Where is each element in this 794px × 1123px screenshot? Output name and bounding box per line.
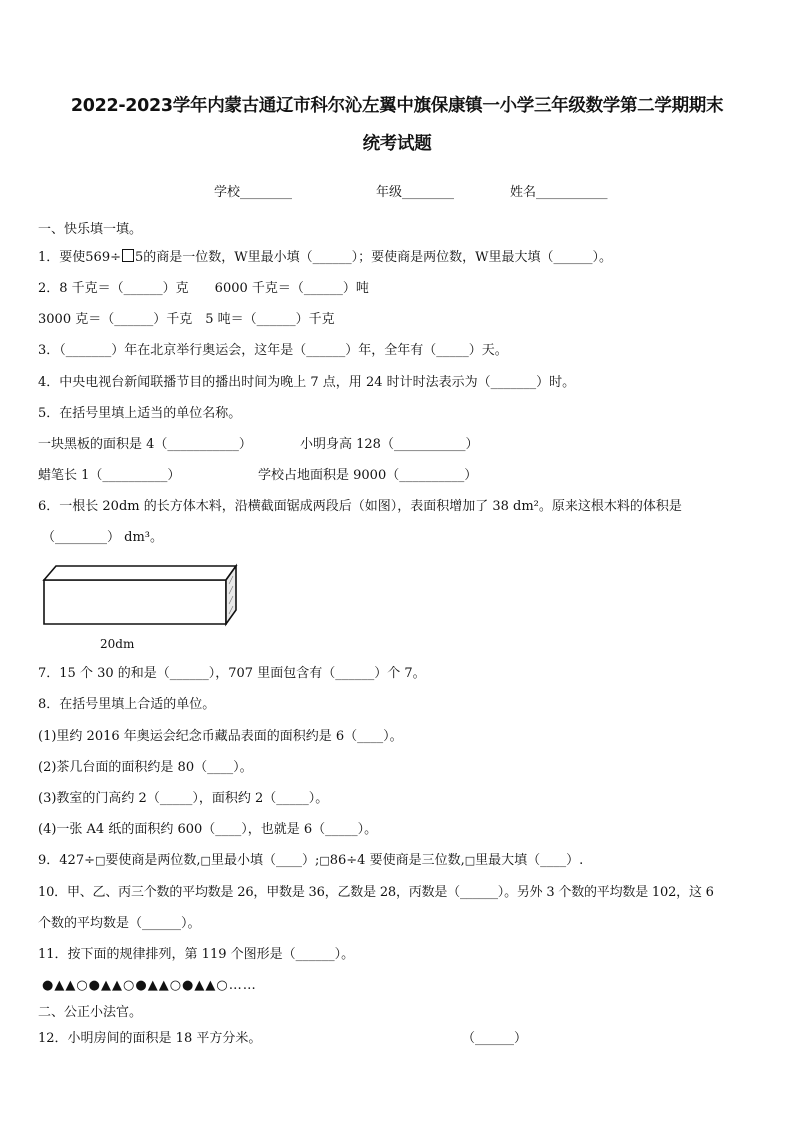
question-1-part-b: 5的商是一位数，W里最小填（______）；要使商是两位数，W里最大填（______）。 bbox=[134, 250, 612, 265]
name-field: 姓名___________ bbox=[510, 185, 608, 200]
cuboid-figure bbox=[40, 562, 240, 652]
question-9-part-a: 9．427÷ bbox=[38, 853, 95, 868]
exam-title-line-2: 统考试题 bbox=[362, 134, 432, 154]
question-5: 5．在括号里填上适当的单位名称。 bbox=[38, 406, 242, 421]
question-11-pattern: ●▲▲○●▲▲○●▲▲○●▲▲○…… bbox=[42, 978, 257, 993]
question-10-line-2: 个数的平均数是（______）。 bbox=[38, 916, 201, 931]
question-5-item-d: 学校占地面积是 9000（__________） bbox=[258, 468, 478, 483]
question-8: 8．在括号里填上合适的单位。 bbox=[38, 697, 216, 712]
question-9 bbox=[38, 852, 583, 870]
blank-square-icon bbox=[122, 249, 134, 262]
question-1-part-a: 1．要使569÷ bbox=[38, 250, 121, 265]
small-square-icon: □ bbox=[319, 854, 330, 867]
question-12-answer-blank: （______） bbox=[462, 1031, 528, 1046]
question-7: 7．15 个 30 的和是（______），707 里面包含有（______）个 7。 bbox=[38, 666, 426, 681]
question-8-item-3: (3)教室的门高约 2（_____），面积约 2（_____）。 bbox=[38, 791, 329, 806]
question-9-part-d: 86÷4 要使商是三位数, bbox=[329, 853, 465, 868]
section-heading-1: 一、快乐填一填。 bbox=[38, 222, 143, 237]
question-6-line-2: （________） dm³。 bbox=[42, 530, 163, 545]
question-5-item-b: 小明身高 128（___________） bbox=[300, 437, 479, 452]
question-9-part-e: 里最大填（____）. bbox=[475, 853, 584, 868]
question-11: 11．按下面的规律排列，第 119 个图形是（______）。 bbox=[38, 947, 355, 962]
question-1 bbox=[38, 249, 612, 267]
question-3: 3．（_______）年在北京举行奥运会，这年是（______）年，全年有（_____）天。 bbox=[38, 343, 508, 358]
question-6-line-1: 6．一根长 20dm 的长方体木料，沿横截面锯成两段后（如图），表面积增加了 38 dm²。原来这根木料的体积是 bbox=[38, 499, 682, 514]
school-field: 学校________ bbox=[214, 185, 293, 200]
cuboid-top-face bbox=[44, 566, 236, 580]
question-2-line-2: 3000 克＝（______）千克 5 吨＝（______）千克 bbox=[38, 312, 335, 327]
question-8-item-2: (2)茶几台面的面积约是 80（____）。 bbox=[38, 760, 253, 775]
section-heading-2: 二、公正小法官。 bbox=[38, 1005, 143, 1020]
question-2-line-1: 2．8 千克＝（______）克 6000 千克＝（______）吨 bbox=[38, 281, 369, 296]
question-12: 12．小明房间的面积是 18 平方分米。 bbox=[38, 1031, 262, 1046]
exam-title-line-1: 2022-2023学年内蒙古通辽市科尔沁左翼中旗保康镇一小学三年级数学第二学期期末 bbox=[70, 96, 724, 116]
small-square-icon: □ bbox=[464, 854, 476, 867]
question-8-item-4: (4)一张 A4 纸的面积约 600（____），也就是 6（_____）。 bbox=[38, 822, 378, 837]
small-square-icon: □ bbox=[200, 854, 211, 867]
question-8-item-1: (1)里约 2016 年奥运会纪念币藏品表面的面积约是 6（____）。 bbox=[38, 729, 403, 744]
grade-field: 年级________ bbox=[376, 185, 455, 200]
question-5-item-c: 蜡笔长 1（__________） bbox=[38, 468, 181, 483]
question-4: 4．中央电视台新闻联播节目的播出时间为晚上 7 点，用 24 时计时法表示为（_______）时。 bbox=[38, 375, 576, 390]
cuboid-length-label: 20dm bbox=[100, 637, 135, 651]
small-square-icon: □ bbox=[94, 854, 106, 867]
question-10-line-1: 10．甲、乙、丙三个数的平均数是 26，甲数是 36，乙数是 28，丙数是（______）。另外 3 个数的平均数是 102，这 6 bbox=[38, 885, 714, 900]
question-9-part-b: 要使商是两位数, bbox=[105, 853, 201, 868]
question-5-item-a: 一块黑板的面积是 4（___________） bbox=[38, 437, 252, 452]
cuboid-front-face bbox=[44, 580, 226, 624]
question-9-part-c: 里最小填（____）; bbox=[210, 853, 320, 868]
